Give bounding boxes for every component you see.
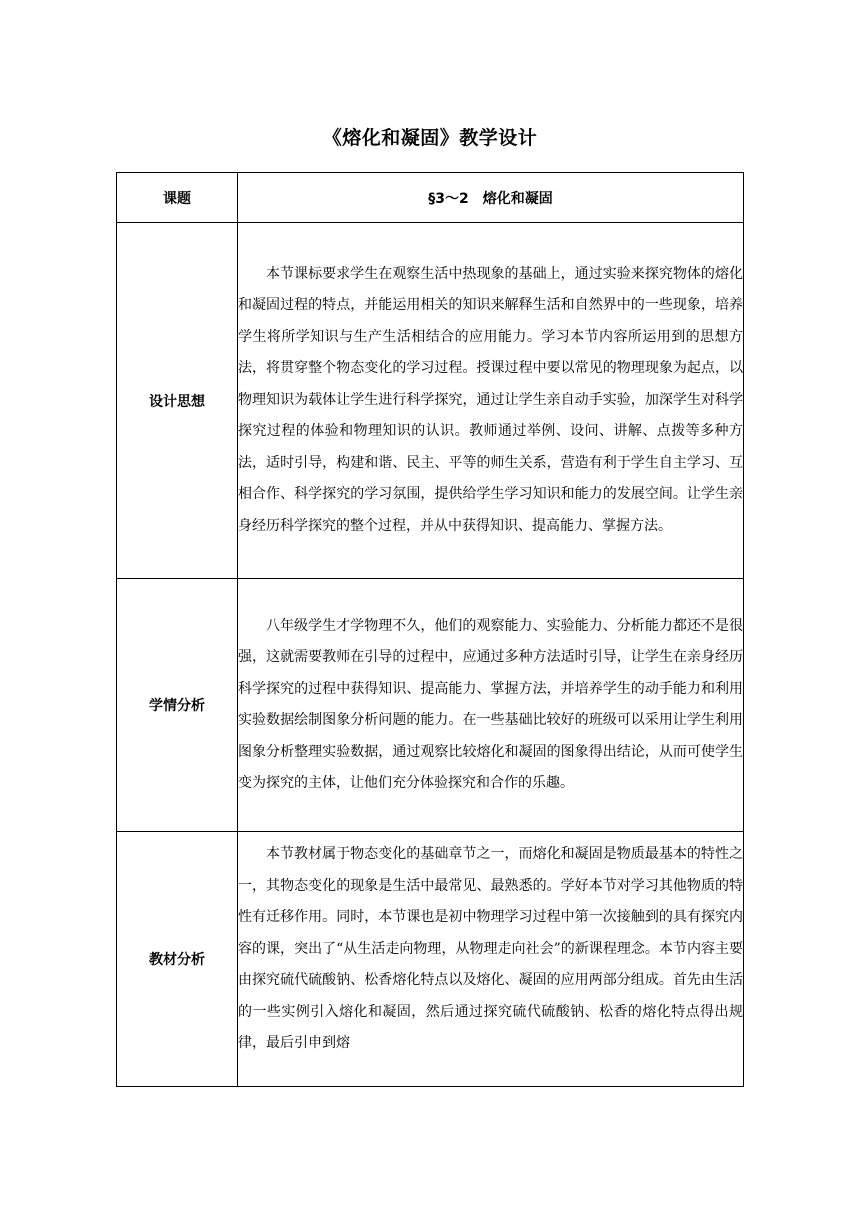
material-analysis-text: 本节教材属于物态变化的基础章节之一，而熔化和凝固是物质最基本的特性之一，其物态变化的现象是生活中最常见、最熟悉的。学好本节对学习其他物质的特性有迁移作用。同时，本节课也是初中物理学习过程中第一次接触到的具有探究内容的课，突出了“从生活走向物理，从物理走向社会”的新课程理念。本节内容主要由探究硫代硫酸钠、松香熔化特点以及熔化、凝固的应用两部分组成。首先由生活的一些实例引入熔化和凝固，然后通过探究硫代硫酸钠、松香的熔化特点得出规律，最后引申到熔 (238, 846, 743, 1051)
design-idea-cell (238, 223, 744, 579)
material-analysis-label: 教材分析 (117, 832, 238, 1087)
table-row-design-idea (117, 223, 744, 579)
student-analysis-cell (238, 579, 744, 832)
topic-label: 课题 (117, 173, 238, 223)
lesson-plan-table (116, 172, 744, 1087)
document-title: 《熔化和凝固》教学设计 (322, 127, 538, 149)
material-analysis-cell (238, 832, 744, 1087)
design-idea-label: 设计思想 (117, 223, 238, 579)
topic-value: §3～2 熔化和凝固 (238, 173, 744, 223)
table-row-material-analysis (117, 832, 744, 1087)
table-row-topic (117, 173, 744, 223)
student-analysis-text: 八年级学生才学物理不久，他们的观察能力、实验能力、分析能力都还不是很强，这就需要教师在引导的过程中，应通过多种方法适时引导，让学生在亲身经历科学探究的过程中获得知识、提高能力、掌握方法，并培养学生的动手能力和利用实验数据绘制图象分析问题的能力。在一些基础比较好的班级可以采用让学生利用图象分析整理实验数据，通过观察比较熔化和凝固的图象得出结论，从而可使学生变为探究的主体，让他们充分体验探究和合作的乐趣。 (238, 617, 743, 791)
material-analysis-clip (238, 839, 743, 1079)
table-row-student-analysis (117, 579, 744, 832)
design-idea-text: 本节课标要求学生在观察生活中热现象的基础上，通过实验来探究物体的熔化和凝固过程的特点，并能运用相关的知识来解释生活和自然界中的一些现象，培养学生将所学知识与生产生活相结合的应用能力。学习本节内容所运用到的思想方法，将贯穿整个物态变化的学习过程。授课过程中要以常见的物理现象为起点，以物理知识为载体让学生进行科学探究，通过让学生亲自动手实验，加深学生对科学探究过程的体验和物理知识的认识。教师通过举例、设问、讲解、点拨等多种方法，适时引导，构建和谐、民主、平等的师生关系，营造有利于学生自主学习、互相合作、科学探究的学习氛围，提供给学生学习知识和能力的发展空间。让学生亲身经历科学探究的整个过程，并从中获得知识、提高能力、掌握方法。 (238, 265, 743, 534)
student-analysis-label: 学情分析 (117, 579, 238, 832)
